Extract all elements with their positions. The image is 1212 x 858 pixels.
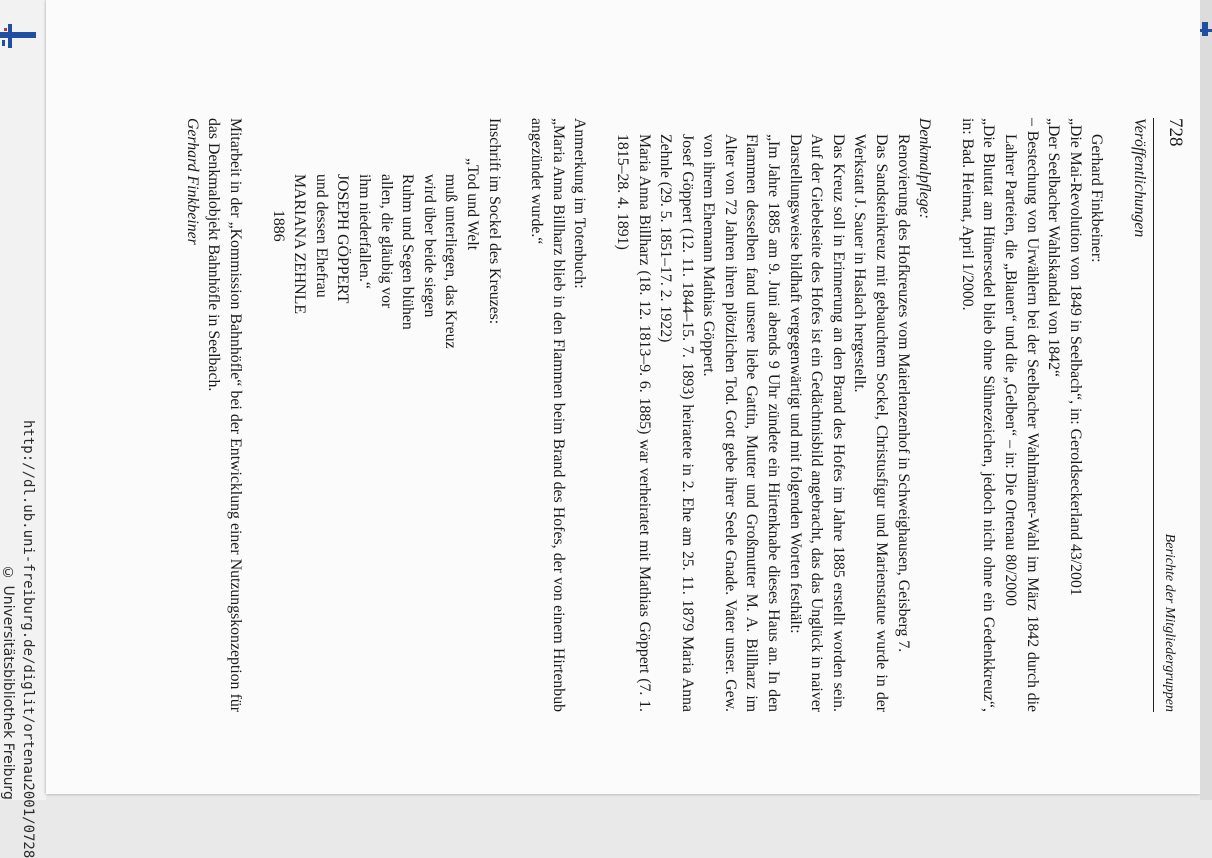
death-note-heading: Anmerkung im Totenbuch: — [571, 118, 589, 289]
viewer-right-margin — [1200, 0, 1212, 800]
copyright-notice: © Universitätsbibliothek Freiburg — [0, 565, 16, 800]
inscription-heading: Inschrift im Sockel des Kreuzes: — [485, 118, 503, 325]
publication-item: „Der Seelbacher Wahlskandal von 1842“ — [1045, 118, 1063, 377]
publication-item: „Die Bluttat am Hünersedel blieb ohne Sühnezeichen, jedoch nicht ohne ein Gedenkkreuz“, in: Bad. Heimat, April 1/2000. — [958, 118, 998, 712]
inscription-line: JOSEPH GÖPPERT — [334, 174, 352, 304]
section-heading-monument: Denkmalpflege: — [916, 118, 934, 219]
monument-paragraph: Das Sandsteinkreuz mit gebauchtem Sockel, Christusfigur und Marienstatue wurde in der Werkstatt J. Sauer in Haslach hergestellt. — [851, 134, 891, 712]
inscription-line: 1886 — [269, 210, 287, 242]
publication-item: – Bestechung von Urwählern bei der Seelbacher Wahlmänner-Wahl im März 1842 durch die Lahrer Parteien, die „Blauen“ und die „Gelben“ – in: Die Ortenau 80/2000 — [1002, 118, 1041, 712]
inscription-line: muß unterliegen, das Kreuz — [442, 174, 460, 349]
author-signature: Gerhard Finkbeiner — [183, 118, 201, 245]
inscription-line: allen, die gläubig vor — [377, 174, 395, 309]
inscription-line: und dessen Ehefrau — [312, 174, 330, 298]
inscription-line: MARIANA ZEHNLE — [291, 174, 309, 314]
viewer-left-margin — [0, 0, 46, 858]
rotated-page-content — [92, 0, 1196, 794]
university-logo-icon — [0, 22, 36, 50]
inscription-line: ihm niederfallen.“ — [356, 174, 373, 289]
monument-paragraph: Renovierung des Hofkreuzes vom Maierlenzenhof in Schweighausen, Geisberg 7. — [894, 134, 912, 653]
scanned-page — [46, 0, 1200, 794]
page-header — [1153, 118, 1186, 712]
genealogy-paragraph: Maria Anna Billharz (18. 12. 1813–9. 6. 1885) war verheiratet mit Mathias Göppert (7. 1. 1815–28. 4. 1891) — [613, 134, 653, 712]
inscription-line: wird über beide siegen — [420, 174, 438, 318]
inscription-line: Ruhm und Segen blühen — [399, 174, 417, 330]
genealogy-paragraph: Josef Göppert (12. 11. 1844–15. 7. 1893) heiratete in 2. Ehe am 25. 11. 1879 Maria Anna Zehnle (29. 5. 1851–17. 2. 1922) — [657, 134, 696, 712]
section-heading-publications: Veröffentlichungen — [1131, 118, 1148, 238]
publication-item: „Die Mai-Revolution von 1849 in Seelbach“, in: Geroldseckerland 43/2001 — [1066, 118, 1084, 596]
monument-quote: „Im Jahre 1885 am 9. Juni abends 9 Uhr zündete ein Hirtenknabe dieses Haus an. In den Flammen desselben fand unsere liebe Gattin, Mutter und Großmutter M. A. Billharz im Alter von 72 Jahren ihren plötzlichen Tod. Gott gebe ihrer Seele Gnade. Vater unser. Gew. von ihrem Ehemann Mathias Göppert. — [700, 134, 783, 712]
publication-author: Gerhard Finkbeiner: — [1088, 134, 1106, 263]
monument-paragraph: Das Kreuz soll in Erinnerung an den Brand des Hofes im Jahre 1885 erstellt worden sein. Auf der Giebelseite des Hofes ist ein Gedächtnisbild angebracht, das das Unglück in naiver Darstellungsweise bildhaft vergegenwärtigt und mit folgenden Worten festhält: — [786, 134, 847, 712]
page-number: 728 — [1165, 118, 1186, 147]
text-column — [181, 118, 1150, 712]
inscription-line: „Tod und Welt — [463, 158, 481, 251]
right-marker-bar — [1200, 29, 1212, 32]
death-note-text: „Maria Anna Billharz blieb in den Flammen beim Brand des Hofes, der von einem Hirtenbub angezündet wurde.“ — [528, 118, 567, 712]
document-url[interactable]: http://dl.ub.uni-freiburg.de/diglit/ortenau2001/0728 — [20, 420, 36, 858]
running-head: Berichte der Mitgliedergruppen — [1162, 533, 1177, 712]
closing-paragraph: Mitarbeit in der „Kommission Bahnhöfle“ bei der Entwicklung einer Nutzungskonzeption für das Denkmalobjekt Bahnhöfle in Seelbach. — [205, 118, 245, 712]
